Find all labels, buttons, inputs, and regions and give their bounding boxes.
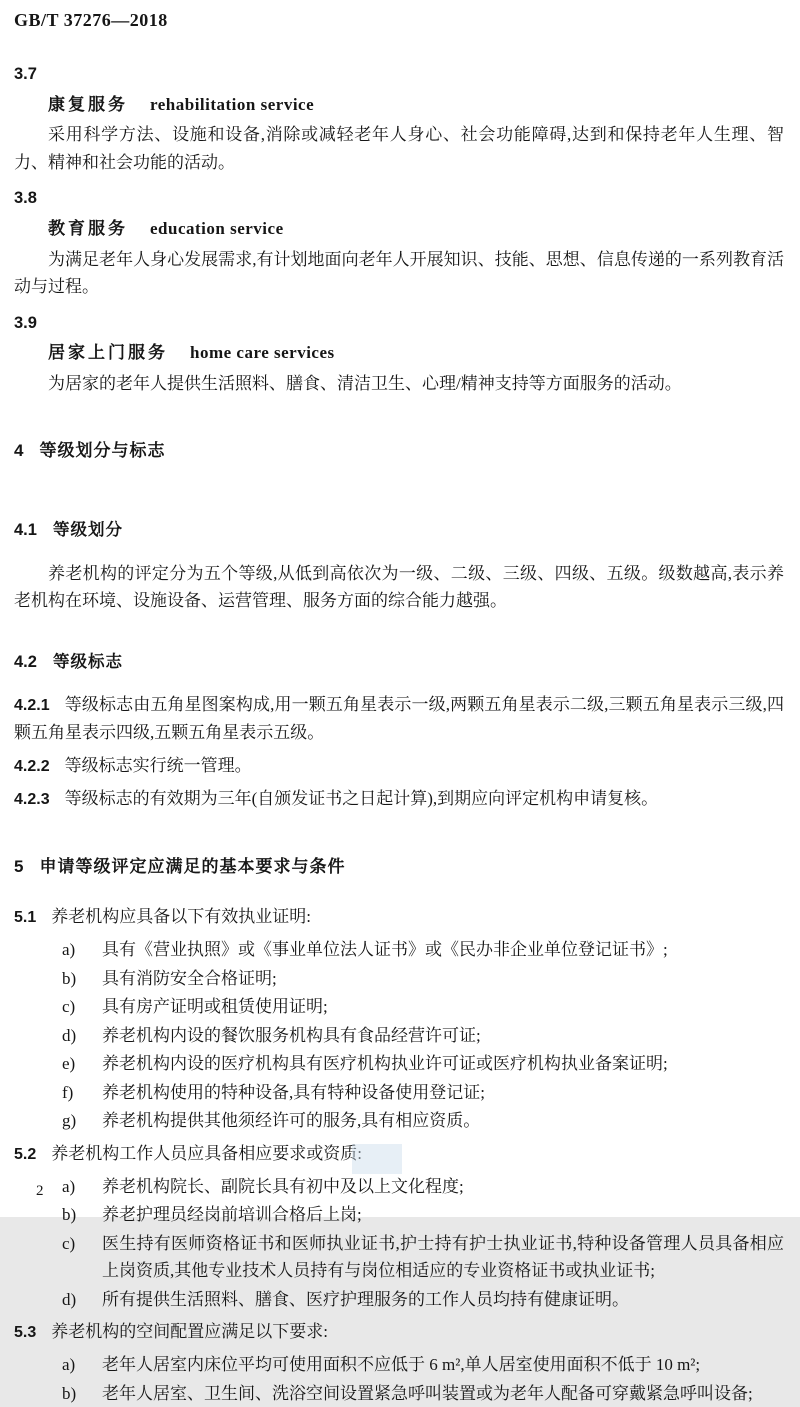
list-item-text: 养老护理员经岗前培训合格后上岗; <box>102 1205 362 1225</box>
lettered-list-item <box>62 1380 784 1407</box>
lettered-list-item <box>62 936 784 964</box>
list-item-text: 养老机构提供其他须经许可的服务,具有相应资质。 <box>102 1111 481 1131</box>
numbered-clause <box>14 691 784 746</box>
term-chinese: 康复服务 <box>48 94 128 114</box>
list-item-text: 具有《营业执照》或《事业单位法人证书》或《民办非企业单位登记证书》; <box>102 940 668 960</box>
list-item-text: 养老机构院长、副院长具有初中及以上文化程度; <box>102 1176 464 1196</box>
lettered-list-item <box>62 1351 784 1379</box>
numbered-clause <box>14 1140 784 1168</box>
numbered-clause <box>14 785 784 813</box>
list-item-letter: d) <box>62 1025 77 1045</box>
spacer <box>14 880 784 898</box>
list-item-letter: b) <box>62 1205 77 1225</box>
body-paragraph: 为居家的老年人提供生活照料、膳食、清洁卫生、心理/精神支持等方面服务的活动。 <box>48 373 682 393</box>
body-paragraph: 为满足老年人身心发展需求,有计划地面向老年人开展知识、技能、思想、信息传递的一系列教育活动与过程。 <box>14 249 784 297</box>
section-heading <box>14 437 784 465</box>
list-item-text: 养老机构使用的特种设备,具有特种设备使用登记证; <box>102 1082 485 1102</box>
list-item-letter: b) <box>62 968 77 988</box>
clause-number: 5.2 <box>14 1145 37 1163</box>
list-item-text: 老年人居室、卫生间、洗浴空间设置紧急呼叫装置或为老年人配备可穿戴紧急呼叫设备; <box>102 1383 753 1403</box>
subsection-heading <box>14 517 784 544</box>
list-item-text: 所有提供生活照料、膳食、医疗护理服务的工作人员均持有健康证明。 <box>102 1289 629 1309</box>
list-item-text: 老年人居室内床位平均可使用面积不应低于 6 m²,单人居室使用面积不低于 10 m²; <box>102 1355 701 1375</box>
clause-number: 4.2.1 <box>14 697 50 715</box>
subsection-heading <box>14 649 784 676</box>
list-item-letter: d) <box>62 1289 77 1309</box>
clause-text: 等级标志由五角星图案构成,用一颗五角星表示一级,两颗五角星表示二级,三颗五角星表示三级,四颗五角星表示四级,五颗五角星表示五级。 <box>14 695 784 743</box>
lettered-list-item <box>62 1173 784 1201</box>
term-clause-number: 3.8 <box>14 189 37 208</box>
standard-number-header: GB/T 37276—2018 <box>14 10 168 30</box>
section-heading <box>14 853 784 881</box>
clause-text: 等级标志的有效期为三年(自颁发证书之日起计算),到期应向评定机构申请复核。 <box>64 788 659 808</box>
term-english: education service <box>150 219 284 239</box>
term-english: home care services <box>190 343 335 363</box>
lettered-list-item <box>62 1022 784 1050</box>
body-paragraph: 养老机构的评定分为五个等级,从低到高依次为一级、二级、三级、四级、五级。级数越高,表示养老机构在环境、设施设备、运营管理、服务方面的综合能力越强。 <box>14 563 784 611</box>
list-item-text: 具有房产证明或租赁使用证明; <box>102 997 328 1017</box>
term-definition-line <box>48 339 784 367</box>
numbered-clause <box>14 752 784 780</box>
subsection-number: 4.2 <box>14 652 37 671</box>
section-number: 4 <box>14 441 24 461</box>
clause-number: 4.2.3 <box>14 790 50 808</box>
term-chinese: 居家上门服务 <box>48 343 168 363</box>
subsection-number: 4.1 <box>14 520 37 539</box>
list-item-letter: c) <box>62 997 76 1017</box>
term-english: rehabilitation service <box>150 94 315 114</box>
document-body <box>14 61 784 1407</box>
lettered-list-item <box>62 1107 784 1135</box>
section-number: 5 <box>14 856 24 876</box>
list-item-letter: f) <box>62 1082 74 1102</box>
list-item-text: 养老机构内设的餐饮服务机构具有食品经营许可证; <box>102 1025 481 1045</box>
list-item-letter: a) <box>62 1176 76 1196</box>
term-definition-line <box>48 91 784 119</box>
clause-number: 5.3 <box>14 1324 37 1342</box>
clause-text: 养老机构工作人员应具备相应要求或资质: <box>51 1143 362 1163</box>
subsection-title: 等级标志 <box>52 652 123 671</box>
list-item-text: 具有消防安全合格证明; <box>102 968 277 988</box>
lettered-list-item <box>62 1079 784 1107</box>
term-clause-number: 3.7 <box>14 65 37 83</box>
clause-text: 养老机构的空间配置应满足以下要求: <box>51 1322 328 1342</box>
lettered-list-item <box>62 1230 784 1285</box>
subsection-title: 等级划分 <box>52 520 123 539</box>
list-item-letter: e) <box>62 1054 76 1074</box>
lettered-list-item <box>62 993 784 1021</box>
list-item-text: 养老机构内设的医疗机构具有医疗机构执业许可证或医疗机构执业备案证明; <box>102 1054 668 1074</box>
lettered-list-item <box>62 965 784 993</box>
term-chinese: 教育服务 <box>48 219 128 239</box>
term-definition-line <box>48 215 784 243</box>
list-item-letter: a) <box>62 1355 76 1375</box>
list-item-letter: b) <box>62 1383 77 1403</box>
list-item-letter: c) <box>62 1233 76 1253</box>
section-title: 等级划分与标志 <box>39 441 166 461</box>
numbered-clause <box>14 1318 784 1346</box>
numbered-clause <box>14 903 784 931</box>
clause-number: 5.1 <box>14 909 37 927</box>
lettered-list-item <box>62 1050 784 1078</box>
list-item-text: 医生持有医师资格证书和医师执业证书,护士持有护士执业证书,特种设备管理人员具备相应上岗资质,其他专业技术人员持有与岗位相适应的专业资格证书或执业证书; <box>102 1233 784 1281</box>
term-clause-number: 3.9 <box>14 313 37 332</box>
clause-text: 等级标志实行统一管理。 <box>64 755 252 775</box>
clause-number: 4.2.2 <box>14 757 50 775</box>
clause-text: 养老机构应具备以下有效执业证明: <box>51 907 311 927</box>
page-number: 2 <box>36 1183 44 1199</box>
body-paragraph: 采用科学方法、设施和设备,消除或减轻老年人身心、社会功能障碍,达到和保持老年人生理、智力、精神和社会功能的活动。 <box>14 125 784 172</box>
list-item-letter: a) <box>62 940 76 960</box>
section-title: 申请等级评定应满足的基本要求与条件 <box>39 856 346 876</box>
list-item-letter: g) <box>62 1111 77 1131</box>
lettered-list-item <box>62 1286 784 1314</box>
lettered-list-item <box>62 1201 784 1229</box>
spacer <box>14 465 784 483</box>
